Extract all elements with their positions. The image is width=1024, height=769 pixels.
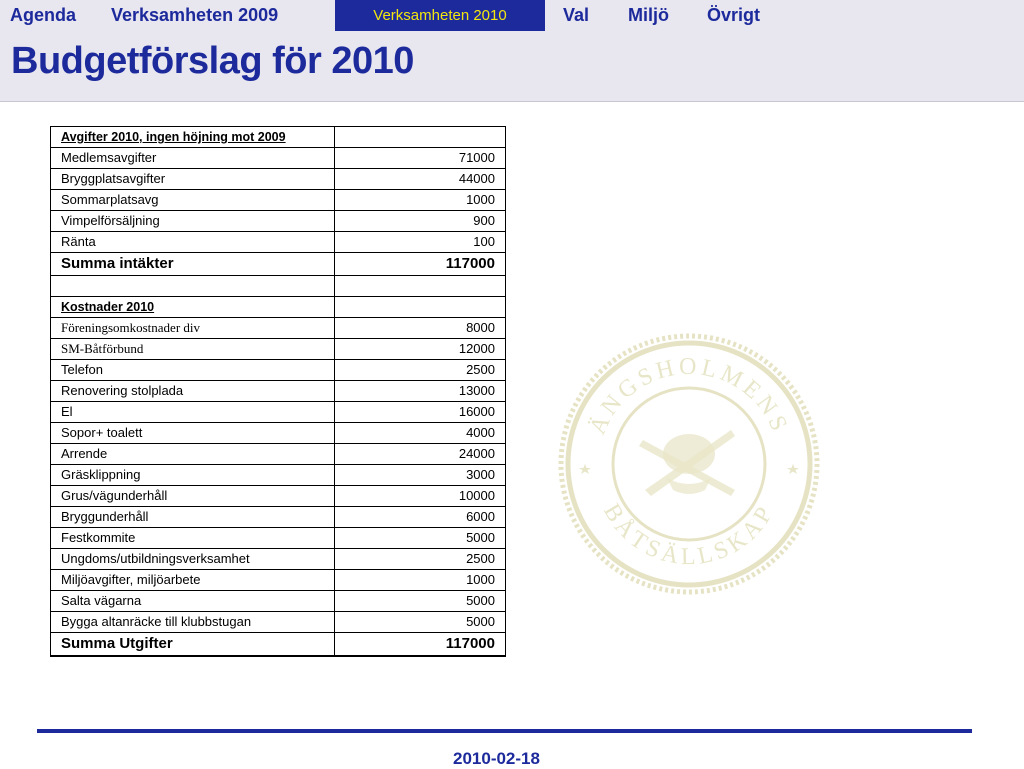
- table-row: [51, 148, 506, 169]
- table-row: [51, 486, 506, 507]
- row-label: Föreningsomkostnader div: [51, 318, 335, 339]
- income-total-value: 117000: [335, 253, 506, 276]
- row-label: Telefon: [51, 360, 335, 381]
- row-label: Vimpelförsäljning: [51, 211, 335, 232]
- spacer-cell: [51, 276, 335, 297]
- table-row: [51, 612, 506, 633]
- table-row-income-header: [51, 127, 506, 148]
- table-row: [51, 381, 506, 402]
- table-row-spacer: [51, 276, 506, 297]
- nav-item-agenda[interactable]: Agenda: [10, 5, 77, 25]
- row-value: 6000: [335, 507, 506, 528]
- spacer-cell: [335, 276, 506, 297]
- nav-item-miljo[interactable]: Miljö: [628, 5, 669, 25]
- row-label: El: [51, 402, 335, 423]
- row-value: 5000: [335, 591, 506, 612]
- table-row: [51, 232, 506, 253]
- row-value: 4000: [335, 423, 506, 444]
- table-row: [51, 211, 506, 232]
- emblem-text-top: ÄNGSHOLMENS: [584, 353, 794, 439]
- row-label: Ungdoms/utbildningsverksamhet: [51, 549, 335, 570]
- row-label: Grus/vägunderhåll: [51, 486, 335, 507]
- star-icon: [579, 464, 591, 474]
- table-row: [51, 549, 506, 570]
- footer-divider: [37, 729, 972, 733]
- income-header-label: Avgifter 2010, ingen höjning mot 2009: [51, 127, 335, 148]
- row-label: Salta vägarna: [51, 591, 335, 612]
- row-value: 8000: [335, 318, 506, 339]
- row-label: SM-Båtförbund: [51, 339, 335, 360]
- table-row-cost-total: [51, 633, 506, 656]
- budget-table: [50, 126, 506, 657]
- star-icon: [787, 464, 799, 474]
- nav-item-verksamheten-2009[interactable]: Verksamheten 2009: [111, 5, 279, 25]
- row-label: Bryggunderhåll: [51, 507, 335, 528]
- row-label: Bygga altanräcke till klubbstugan: [51, 612, 335, 633]
- table-row: [51, 444, 506, 465]
- cost-total-label: Summa Utgifter: [51, 633, 335, 656]
- income-header-value: [335, 127, 506, 148]
- table-row: [51, 591, 506, 612]
- row-value: 71000: [335, 148, 506, 169]
- table-row: [51, 318, 506, 339]
- row-label: Gräsklippning: [51, 465, 335, 486]
- row-value: 16000: [335, 402, 506, 423]
- table-row: [51, 360, 506, 381]
- row-value: 13000: [335, 381, 506, 402]
- emblem-text-bottom: BÅTSÄLLSKAP: [598, 499, 780, 571]
- cost-total-value: 117000: [335, 633, 506, 656]
- row-value: 24000: [335, 444, 506, 465]
- table-row-cost-header: [51, 297, 506, 318]
- row-label: Sommarplatsavg: [51, 190, 335, 211]
- header-band: [0, 0, 1024, 102]
- row-value: 5000: [335, 612, 506, 633]
- nav-item-ovrigt[interactable]: Övrigt: [707, 5, 761, 25]
- table-row: [51, 339, 506, 360]
- club-emblem-logo: [555, 330, 823, 598]
- table-row: [51, 528, 506, 549]
- row-value: 2500: [335, 549, 506, 570]
- cost-header-label: Kostnader 2010: [51, 297, 335, 318]
- row-value: 12000: [335, 339, 506, 360]
- table-row: [51, 465, 506, 486]
- footer-date: 2010-02-18: [453, 749, 540, 768]
- table-row: [51, 402, 506, 423]
- row-label: Sopor+ toalett: [51, 423, 335, 444]
- row-label: Renovering stolplada: [51, 381, 335, 402]
- income-total-label: Summa intäkter: [51, 253, 335, 276]
- table-row: [51, 423, 506, 444]
- row-value: 3000: [335, 465, 506, 486]
- row-value: 10000: [335, 486, 506, 507]
- row-value: 1000: [335, 570, 506, 591]
- row-value: 1000: [335, 190, 506, 211]
- table-row-income-total: [51, 253, 506, 276]
- row-label: Arrende: [51, 444, 335, 465]
- row-label: Medlemsavgifter: [51, 148, 335, 169]
- row-value: 44000: [335, 169, 506, 190]
- table-row: [51, 190, 506, 211]
- row-label: Ränta: [51, 232, 335, 253]
- row-label: Bryggplatsavgifter: [51, 169, 335, 190]
- cost-header-value: [335, 297, 506, 318]
- row-value: 5000: [335, 528, 506, 549]
- page-title: Budgetförslag för 2010: [11, 40, 414, 82]
- top-navigation: [0, 0, 1024, 31]
- row-label: Festkommite: [51, 528, 335, 549]
- table-row: [51, 570, 506, 591]
- row-value: 2500: [335, 360, 506, 381]
- nav-item-val[interactable]: Val: [563, 5, 590, 25]
- row-value: 900: [335, 211, 506, 232]
- row-value: 100: [335, 232, 506, 253]
- row-label: Miljöavgifter, miljöarbete: [51, 570, 335, 591]
- table-row: [51, 169, 506, 190]
- table-row: [51, 507, 506, 528]
- nav-item-verksamheten-2010[interactable]: Verksamheten 2010: [335, 0, 545, 31]
